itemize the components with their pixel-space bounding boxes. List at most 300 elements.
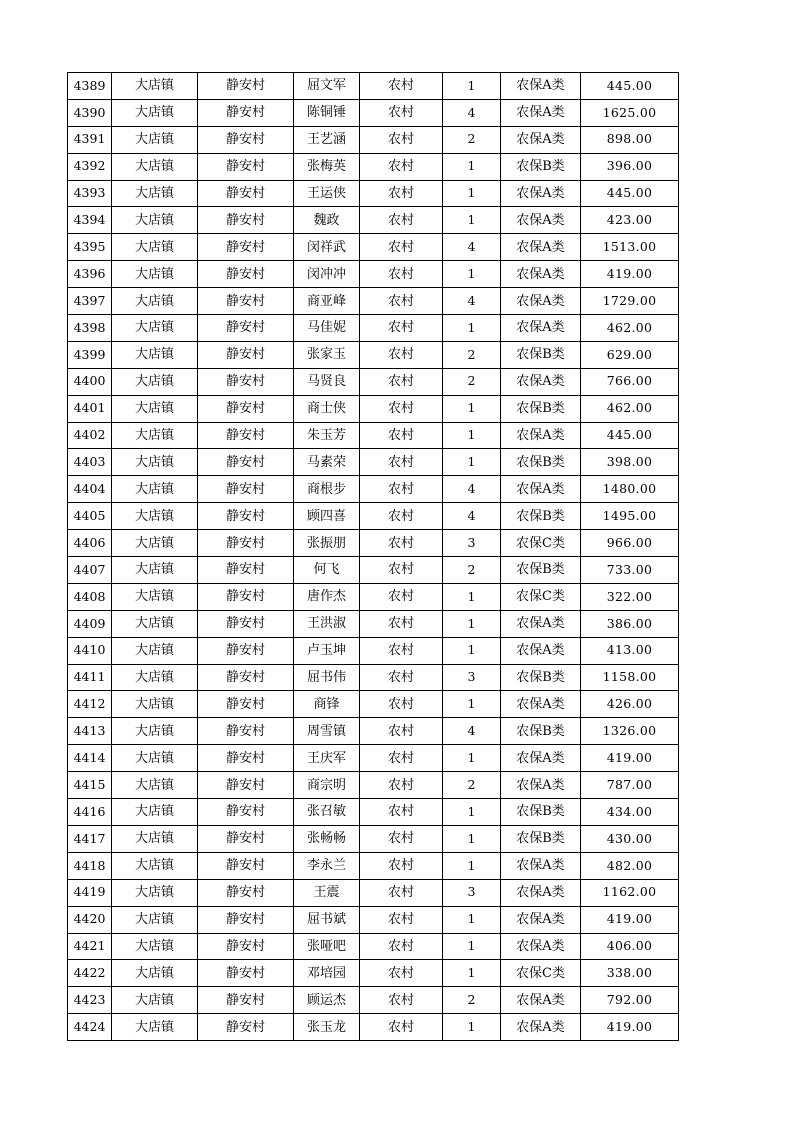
record-number-cell: 4398 [68, 315, 112, 342]
household-size-cell: 2 [443, 772, 501, 799]
table-row [68, 180, 679, 207]
household-size-cell: 1 [443, 180, 501, 207]
town-cell: 大店镇 [112, 557, 198, 584]
area-type-cell: 农村 [360, 745, 443, 772]
record-number-cell: 4415 [68, 772, 112, 799]
household-size-cell: 1 [443, 422, 501, 449]
area-type-cell: 农村 [360, 368, 443, 395]
record-number-cell: 4391 [68, 126, 112, 153]
village-cell: 静安村 [198, 395, 294, 422]
record-number-cell: 4397 [68, 288, 112, 315]
category-cell: 农保A类 [501, 234, 581, 261]
record-number-cell: 4390 [68, 99, 112, 126]
table-row [68, 772, 679, 799]
table-row [68, 691, 679, 718]
area-type-cell: 农村 [360, 852, 443, 879]
person-name-cell: 张振朋 [294, 530, 360, 557]
village-cell: 静安村 [198, 825, 294, 852]
record-number-cell: 4420 [68, 906, 112, 933]
record-number-cell: 4413 [68, 718, 112, 745]
village-cell: 静安村 [198, 180, 294, 207]
amount-cell: 482.00 [581, 852, 679, 879]
table-row [68, 987, 679, 1014]
village-cell: 静安村 [198, 637, 294, 664]
area-type-cell: 农村 [360, 234, 443, 261]
table-row [68, 530, 679, 557]
category-cell: 农保A类 [501, 368, 581, 395]
amount-cell: 766.00 [581, 368, 679, 395]
area-type-cell: 农村 [360, 207, 443, 234]
record-number-cell: 4410 [68, 637, 112, 664]
town-cell: 大店镇 [112, 395, 198, 422]
town-cell: 大店镇 [112, 180, 198, 207]
amount-cell: 406.00 [581, 933, 679, 960]
village-cell: 静安村 [198, 99, 294, 126]
village-cell: 静安村 [198, 449, 294, 476]
record-number-cell: 4396 [68, 261, 112, 288]
table-row [68, 610, 679, 637]
area-type-cell: 农村 [360, 987, 443, 1014]
table-row [68, 906, 679, 933]
town-cell: 大店镇 [112, 422, 198, 449]
category-cell: 农保C类 [501, 960, 581, 987]
area-type-cell: 农村 [360, 476, 443, 503]
amount-cell: 787.00 [581, 772, 679, 799]
amount-cell: 445.00 [581, 422, 679, 449]
town-cell: 大店镇 [112, 503, 198, 530]
amount-cell: 445.00 [581, 73, 679, 100]
table-row [68, 207, 679, 234]
area-type-cell: 农村 [360, 153, 443, 180]
amount-cell: 898.00 [581, 126, 679, 153]
household-size-cell: 1 [443, 906, 501, 933]
amount-cell: 1162.00 [581, 879, 679, 906]
area-type-cell: 农村 [360, 825, 443, 852]
table-row [68, 503, 679, 530]
table-row [68, 825, 679, 852]
town-cell: 大店镇 [112, 261, 198, 288]
category-cell: 农保B类 [501, 557, 581, 584]
record-number-cell: 4417 [68, 825, 112, 852]
person-name-cell: 张梅英 [294, 153, 360, 180]
area-type-cell: 农村 [360, 691, 443, 718]
record-number-cell: 4392 [68, 153, 112, 180]
village-cell: 静安村 [198, 691, 294, 718]
person-name-cell: 王震 [294, 879, 360, 906]
area-type-cell: 农村 [360, 879, 443, 906]
household-size-cell: 1 [443, 395, 501, 422]
table-row [68, 664, 679, 691]
household-size-cell: 1 [443, 852, 501, 879]
village-cell: 静安村 [198, 583, 294, 610]
record-number-cell: 4400 [68, 368, 112, 395]
person-name-cell: 商宗明 [294, 772, 360, 799]
table-row [68, 745, 679, 772]
village-cell: 静安村 [198, 503, 294, 530]
amount-cell: 322.00 [581, 583, 679, 610]
amount-cell: 386.00 [581, 610, 679, 637]
person-name-cell: 闵祥武 [294, 234, 360, 261]
area-type-cell: 农村 [360, 73, 443, 100]
person-name-cell: 王运侠 [294, 180, 360, 207]
household-size-cell: 1 [443, 207, 501, 234]
household-size-cell: 4 [443, 476, 501, 503]
village-cell: 静安村 [198, 288, 294, 315]
household-size-cell: 1 [443, 691, 501, 718]
town-cell: 大店镇 [112, 126, 198, 153]
amount-cell: 1326.00 [581, 718, 679, 745]
area-type-cell: 农村 [360, 530, 443, 557]
person-name-cell: 王洪淑 [294, 610, 360, 637]
table-row [68, 960, 679, 987]
person-name-cell: 屈书斌 [294, 906, 360, 933]
amount-cell: 419.00 [581, 1014, 679, 1041]
village-cell: 静安村 [198, 879, 294, 906]
record-number-cell: 4401 [68, 395, 112, 422]
town-cell: 大店镇 [112, 825, 198, 852]
table-row [68, 879, 679, 906]
category-cell: 农保A类 [501, 126, 581, 153]
record-number-cell: 4394 [68, 207, 112, 234]
household-size-cell: 2 [443, 126, 501, 153]
village-cell: 静安村 [198, 772, 294, 799]
town-cell: 大店镇 [112, 745, 198, 772]
area-type-cell: 农村 [360, 664, 443, 691]
person-name-cell: 陈铜锤 [294, 99, 360, 126]
town-cell: 大店镇 [112, 718, 198, 745]
area-type-cell: 农村 [360, 395, 443, 422]
table-row [68, 449, 679, 476]
category-cell: 农保C类 [501, 530, 581, 557]
record-number-cell: 4423 [68, 987, 112, 1014]
town-cell: 大店镇 [112, 691, 198, 718]
area-type-cell: 农村 [360, 503, 443, 530]
area-type-cell: 农村 [360, 772, 443, 799]
record-number-cell: 4404 [68, 476, 112, 503]
village-cell: 静安村 [198, 906, 294, 933]
village-cell: 静安村 [198, 476, 294, 503]
amount-cell: 398.00 [581, 449, 679, 476]
amount-cell: 733.00 [581, 557, 679, 584]
table-row [68, 395, 679, 422]
town-cell: 大店镇 [112, 583, 198, 610]
table-row [68, 315, 679, 342]
village-cell: 静安村 [198, 422, 294, 449]
category-cell: 农保B类 [501, 153, 581, 180]
town-cell: 大店镇 [112, 449, 198, 476]
village-cell: 静安村 [198, 126, 294, 153]
category-cell: 农保A类 [501, 99, 581, 126]
amount-cell: 396.00 [581, 153, 679, 180]
table-row [68, 126, 679, 153]
amount-cell: 419.00 [581, 745, 679, 772]
household-size-cell: 1 [443, 960, 501, 987]
amount-cell: 426.00 [581, 691, 679, 718]
village-cell: 静安村 [198, 745, 294, 772]
household-size-cell: 2 [443, 987, 501, 1014]
category-cell: 农保B类 [501, 395, 581, 422]
amount-cell: 1625.00 [581, 99, 679, 126]
village-cell: 静安村 [198, 530, 294, 557]
table-row [68, 261, 679, 288]
area-type-cell: 农村 [360, 799, 443, 826]
amount-cell: 462.00 [581, 395, 679, 422]
area-type-cell: 农村 [360, 99, 443, 126]
town-cell: 大店镇 [112, 664, 198, 691]
category-cell: 农保A类 [501, 933, 581, 960]
village-cell: 静安村 [198, 153, 294, 180]
person-name-cell: 张召敏 [294, 799, 360, 826]
person-name-cell: 邓培园 [294, 960, 360, 987]
category-cell: 农保B类 [501, 664, 581, 691]
area-type-cell: 农村 [360, 288, 443, 315]
table-row [68, 234, 679, 261]
record-number-cell: 4393 [68, 180, 112, 207]
amount-cell: 338.00 [581, 960, 679, 987]
area-type-cell: 农村 [360, 180, 443, 207]
town-cell: 大店镇 [112, 99, 198, 126]
person-name-cell: 张哑吧 [294, 933, 360, 960]
village-cell: 静安村 [198, 315, 294, 342]
person-name-cell: 屈书伟 [294, 664, 360, 691]
category-cell: 农保A类 [501, 987, 581, 1014]
area-type-cell: 农村 [360, 1014, 443, 1041]
town-cell: 大店镇 [112, 772, 198, 799]
amount-cell: 1158.00 [581, 664, 679, 691]
person-name-cell: 顾运杰 [294, 987, 360, 1014]
household-size-cell: 2 [443, 368, 501, 395]
category-cell: 农保B类 [501, 341, 581, 368]
household-size-cell: 1 [443, 1014, 501, 1041]
person-name-cell: 李永兰 [294, 852, 360, 879]
category-cell: 农保A类 [501, 879, 581, 906]
person-name-cell: 王艺涵 [294, 126, 360, 153]
record-number-cell: 4408 [68, 583, 112, 610]
person-name-cell: 张家玉 [294, 341, 360, 368]
person-name-cell: 张玉龙 [294, 1014, 360, 1041]
household-size-cell: 4 [443, 718, 501, 745]
category-cell: 农保B类 [501, 449, 581, 476]
table-row [68, 99, 679, 126]
town-cell: 大店镇 [112, 960, 198, 987]
category-cell: 农保A类 [501, 745, 581, 772]
record-number-cell: 4422 [68, 960, 112, 987]
person-name-cell: 马素荣 [294, 449, 360, 476]
record-number-cell: 4407 [68, 557, 112, 584]
household-size-cell: 1 [443, 825, 501, 852]
category-cell: 农保A类 [501, 315, 581, 342]
record-number-cell: 4414 [68, 745, 112, 772]
record-number-cell: 4411 [68, 664, 112, 691]
person-name-cell: 商亚峰 [294, 288, 360, 315]
person-name-cell: 何飞 [294, 557, 360, 584]
table-row [68, 341, 679, 368]
amount-cell: 792.00 [581, 987, 679, 1014]
household-size-cell: 1 [443, 583, 501, 610]
person-name-cell: 商根步 [294, 476, 360, 503]
table-row [68, 583, 679, 610]
table-row [68, 288, 679, 315]
amount-cell: 1513.00 [581, 234, 679, 261]
person-name-cell: 商士侠 [294, 395, 360, 422]
household-size-cell: 1 [443, 799, 501, 826]
record-number-cell: 4399 [68, 341, 112, 368]
village-cell: 静安村 [198, 341, 294, 368]
record-number-cell: 4424 [68, 1014, 112, 1041]
area-type-cell: 农村 [360, 126, 443, 153]
village-cell: 静安村 [198, 1014, 294, 1041]
area-type-cell: 农村 [360, 583, 443, 610]
village-cell: 静安村 [198, 960, 294, 987]
category-cell: 农保A类 [501, 852, 581, 879]
village-cell: 静安村 [198, 987, 294, 1014]
town-cell: 大店镇 [112, 852, 198, 879]
village-cell: 静安村 [198, 73, 294, 100]
table-row [68, 476, 679, 503]
area-type-cell: 农村 [360, 449, 443, 476]
category-cell: 农保A类 [501, 772, 581, 799]
category-cell: 农保A类 [501, 476, 581, 503]
roster-body [68, 73, 679, 1041]
person-name-cell: 周雪镇 [294, 718, 360, 745]
household-size-cell: 2 [443, 557, 501, 584]
village-cell: 静安村 [198, 718, 294, 745]
record-number-cell: 4406 [68, 530, 112, 557]
household-size-cell: 4 [443, 288, 501, 315]
amount-cell: 430.00 [581, 825, 679, 852]
table-row [68, 557, 679, 584]
village-cell: 静安村 [198, 368, 294, 395]
village-cell: 静安村 [198, 261, 294, 288]
town-cell: 大店镇 [112, 879, 198, 906]
town-cell: 大店镇 [112, 637, 198, 664]
village-cell: 静安村 [198, 799, 294, 826]
record-number-cell: 4395 [68, 234, 112, 261]
category-cell: 农保A类 [501, 1014, 581, 1041]
amount-cell: 434.00 [581, 799, 679, 826]
person-name-cell: 卢玉坤 [294, 637, 360, 664]
amount-cell: 419.00 [581, 906, 679, 933]
town-cell: 大店镇 [112, 987, 198, 1014]
area-type-cell: 农村 [360, 718, 443, 745]
household-size-cell: 2 [443, 341, 501, 368]
household-size-cell: 1 [443, 610, 501, 637]
table-row [68, 153, 679, 180]
household-size-cell: 1 [443, 315, 501, 342]
town-cell: 大店镇 [112, 73, 198, 100]
household-size-cell: 1 [443, 933, 501, 960]
town-cell: 大店镇 [112, 341, 198, 368]
table-row [68, 718, 679, 745]
village-cell: 静安村 [198, 610, 294, 637]
household-size-cell: 1 [443, 449, 501, 476]
amount-cell: 1729.00 [581, 288, 679, 315]
category-cell: 农保A类 [501, 637, 581, 664]
area-type-cell: 农村 [360, 341, 443, 368]
area-type-cell: 农村 [360, 960, 443, 987]
subsidy-roster-table [67, 72, 679, 1041]
town-cell: 大店镇 [112, 153, 198, 180]
person-name-cell: 张畅畅 [294, 825, 360, 852]
category-cell: 农保A类 [501, 73, 581, 100]
person-name-cell: 马贤良 [294, 368, 360, 395]
table-row [68, 368, 679, 395]
household-size-cell: 1 [443, 73, 501, 100]
person-name-cell: 唐作杰 [294, 583, 360, 610]
household-size-cell: 1 [443, 637, 501, 664]
town-cell: 大店镇 [112, 610, 198, 637]
town-cell: 大店镇 [112, 799, 198, 826]
household-size-cell: 1 [443, 261, 501, 288]
amount-cell: 423.00 [581, 207, 679, 234]
village-cell: 静安村 [198, 664, 294, 691]
record-number-cell: 4409 [68, 610, 112, 637]
category-cell: 农保B类 [501, 718, 581, 745]
table-row [68, 637, 679, 664]
area-type-cell: 农村 [360, 637, 443, 664]
household-size-cell: 4 [443, 503, 501, 530]
town-cell: 大店镇 [112, 288, 198, 315]
person-name-cell: 王庆军 [294, 745, 360, 772]
record-number-cell: 4403 [68, 449, 112, 476]
household-size-cell: 3 [443, 530, 501, 557]
amount-cell: 1480.00 [581, 476, 679, 503]
category-cell: 农保A类 [501, 691, 581, 718]
table-row [68, 73, 679, 100]
person-name-cell: 屈文军 [294, 73, 360, 100]
table-row [68, 1014, 679, 1041]
person-name-cell: 魏政 [294, 207, 360, 234]
person-name-cell: 商锋 [294, 691, 360, 718]
town-cell: 大店镇 [112, 933, 198, 960]
town-cell: 大店镇 [112, 476, 198, 503]
area-type-cell: 农村 [360, 557, 443, 584]
amount-cell: 1495.00 [581, 503, 679, 530]
table-row [68, 422, 679, 449]
village-cell: 静安村 [198, 557, 294, 584]
household-size-cell: 4 [443, 99, 501, 126]
record-number-cell: 4402 [68, 422, 112, 449]
town-cell: 大店镇 [112, 1014, 198, 1041]
area-type-cell: 农村 [360, 315, 443, 342]
category-cell: 农保B类 [501, 503, 581, 530]
town-cell: 大店镇 [112, 315, 198, 342]
town-cell: 大店镇 [112, 368, 198, 395]
table-row [68, 852, 679, 879]
person-name-cell: 闵冲冲 [294, 261, 360, 288]
village-cell: 静安村 [198, 234, 294, 261]
area-type-cell: 农村 [360, 261, 443, 288]
category-cell: 农保A类 [501, 288, 581, 315]
town-cell: 大店镇 [112, 530, 198, 557]
area-type-cell: 农村 [360, 610, 443, 637]
category-cell: 农保A类 [501, 610, 581, 637]
table-row [68, 799, 679, 826]
household-size-cell: 1 [443, 153, 501, 180]
village-cell: 静安村 [198, 933, 294, 960]
household-size-cell: 3 [443, 664, 501, 691]
category-cell: 农保A类 [501, 261, 581, 288]
category-cell: 农保A类 [501, 422, 581, 449]
town-cell: 大店镇 [112, 906, 198, 933]
record-number-cell: 4412 [68, 691, 112, 718]
village-cell: 静安村 [198, 852, 294, 879]
category-cell: 农保A类 [501, 207, 581, 234]
record-number-cell: 4389 [68, 73, 112, 100]
amount-cell: 419.00 [581, 261, 679, 288]
household-size-cell: 4 [443, 234, 501, 261]
area-type-cell: 农村 [360, 933, 443, 960]
